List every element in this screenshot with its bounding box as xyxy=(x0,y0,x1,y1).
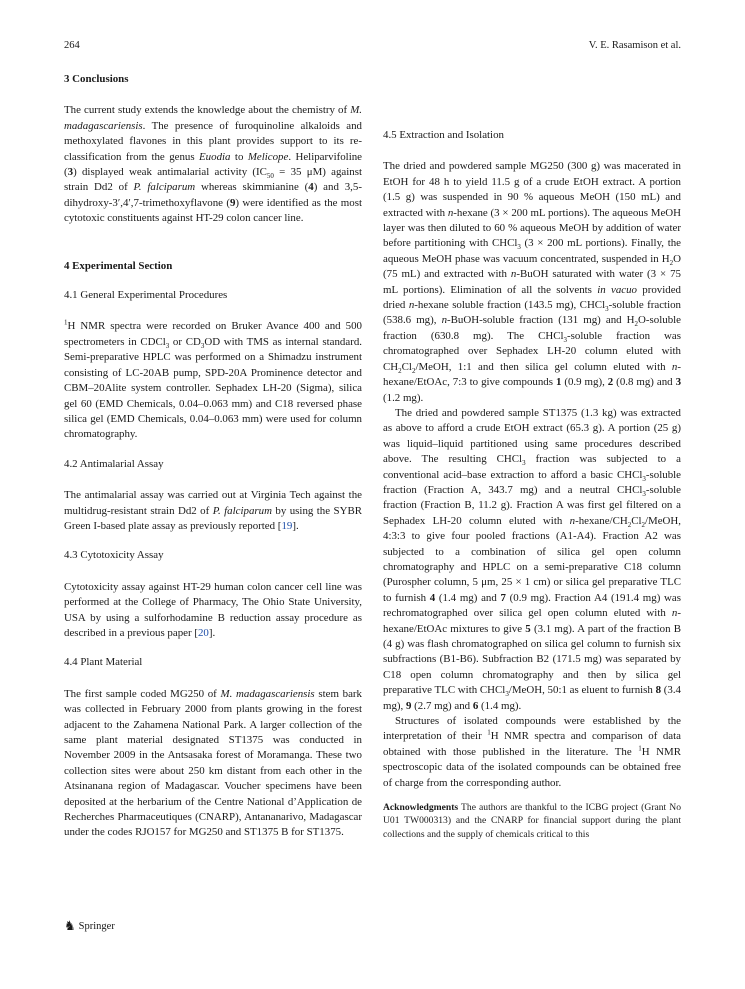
cytotoxicity-paragraph: Cytotoxicity assay against HT-29 human colon cancer cell line was performed at the College of Pharmacy, The Ohio State University, USA by using a sulforhodamine B reduction assay procedure as described in a previous paper [20]. xyxy=(64,580,362,639)
extraction-paragraph-1: The dried and powdered sample MG250 (300 g) was macerated in EtOH for 48 h to yield 11.5 g of a crude EtOH extract. A portion (1.5 g) was suspended in 90 % aqueous MeOH (150 mL) and extracted with n-hexane (3 × 200 mL portions). The aqueous MeOH layer was then diluted to 60 % aqueous MeOH by addition of water before partitioning with CHCl$_3$ (3 × 200 mL portions). Finally, the aqueous MeOH phase was vacuum concentrated, suspended in $H_2O$ (75 mL) and extracted with n-BuOH saturated with water (3 × 75 mL portions). Elimination of all the solvents in vacuo provided dried n-hexane soluble fraction (143.5 mg), CHCl$_3$-soluble fraction (538.6 mg), n-BuOH-soluble fraction (131 mg) and $H_2O$-soluble fraction (630.8 mg). The CHCl$_3$-soluble fraction was chromatographed over Sephadex LH-20 column eluted with $CH_2Cl_2$/MeOH, 1:1 and then silica gel column eluted with n-hexane/EtOAc, 7:3 to give compounds 1 (0.9 mg), 2 (0.8 mg) and 3 (1.2 mg). xyxy=(383,160,682,404)
section-heading-experimental: 4 Experimental Section xyxy=(64,259,173,272)
publisher-footer xyxy=(64,920,115,932)
extraction-paragraph-3: Structures of isolated compounds were established by the interpretation of their $^1$H NMR spectra and comparison of data obtained with those published in the literature. The $^1$H NMR spectroscopic data of the isolated compounds can be obtained free of charge from the corresponding author. xyxy=(383,715,681,789)
subsection-heading-antimalarial: 4.2 Antimalarial Assay xyxy=(64,457,164,470)
reference-link-19[interactable]: 19 xyxy=(281,519,293,532)
subsection-heading-plant-material: 4.4 Plant Material xyxy=(64,656,143,669)
acknowledgments-paragraph: Acknowledgments The authors are thankful to the ICBG project (Grant No U01 TW000313) and the CNARP for financial support during the plant collections and the supply of chemicals critical to this xyxy=(383,802,681,840)
general-procedures-paragraph: $^1$H NMR spectra were recorded on Bruker Avance 400 and 500 spectrometers in CDCl$_3$ or $CD_3OD$ with TMS as internal standard. Semi-preparative HPLC was performed on a Shimadzu instrument consisting of LC-20AB pump, SPD-20A Prominence detector and CBM–20Alite system controller. Sephadex LH-20 (Sigma), silica gel 60 (EMD Chemicals, 0.04–0.063 mm) and C18 reversed phase silica gel (EMD Chemicals, 0.04–0.063 mm) were used for column chromatography. xyxy=(64,318,362,441)
reference-link-20[interactable]: 20 xyxy=(197,626,209,639)
subsection-heading-general: 4.1 General Experimental Procedures xyxy=(64,289,228,302)
subsection-heading-extraction: 4.5 Extraction and Isolation xyxy=(383,129,504,141)
publisher-name: Springer xyxy=(78,920,115,932)
right-column xyxy=(383,88,681,841)
section-heading-conclusions: 3 Conclusions xyxy=(64,73,129,85)
plant-material-paragraph: The first sample coded MG250 of M. madagascariensis stem bark was collected in February 2000 from plants growing in the forest adjacent to the Zahamena National Park. A larger collection of the same plant material designated ST1375 was conducted in November 2009 in the Antsasaka forest of Moramanga. These two collection sites were about 250 km distant from each other in the Atsinanana region of Madagascar. Voucher specimens have been deposited at the herbarium of the Centre National d’Application de Recherches Pharmaceutiques (CNARP), Antananarivo, Madagascar under the codes RJO157 for MG250 and ST1375 B for ST1375. xyxy=(64,687,362,839)
conclusions-paragraph: The current study extends the knowledge about the chemistry of M. madagascariensis. The presence of furoquinoline alkaloids and methoxylated flavones in this plant provides support to its re-classification from the genus Euodia to Melicope. Heliparvifoline (3) displayed weak antimalarial activity ($IC_{50} = 35$ μM) against strain Dd2 of P. falciparum whereas skimmianine (4) and 3,5-dihydroxy-3′,4′,7-trimethoxyflavone (9) were identified as the most cytotoxic constituents against HT-29 colon cancer line. xyxy=(64,104,362,225)
page-number: 264 xyxy=(64,40,80,51)
springer-horse-icon: ♞ xyxy=(64,918,76,933)
subsection-heading-cytotoxicity: 4.3 Cytotoxicity Assay xyxy=(64,549,164,562)
running-head-authors: V. E. Rasamison et al. xyxy=(588,40,681,51)
extraction-paragraph-2: The dried and powdered sample ST1375 (1.3 kg) was extracted as above to afford a crude EtOH extract (65.3 g). A portion (25 g) was liquid–liquid partitioned using same procedures described above. The resulting CHCl$_3$ fraction was subjected to a conventional acid–base extraction to afford a basic CHCl$_3$-soluble fraction (Fraction A, 343.7 mg) and a neutral CHCl$_3$-soluble fraction (Fraction B, 11.2 g). Fraction A was first gel filtered on a Sephadex LH-20 column eluted with $n-hexane/CH_2Cl_2$/MeOH, 4:3:3 to give four pooled fractions (A1-A4). Fraction A2 was subjected to a combination of silica gel open column chromatography and HPLC on a semi-preparative C18 column (Purospher column, 5 μm, 25 × 1 cm) or silica gel preparative TLC to furnish 4 (1.4 mg) and 7 (0.9 mg). Fraction A4 (191.4 mg) was rechromatographed over silica gel open column eluted with n-hexane/EtOAc mixtures to give 5 (3.1 mg). A part of the fraction B (4 g) was flash chromatographed on silica gel column to furnish six subfractions (B1-B6). Subfraction B2 (171.5 mg) was separated by C18 open column chromatography and then by silica gel preparative TLC with CHCl$_3$/MeOH, 50:1 as eluent to furnish 8 (3.4 mg), 9 (2.7 mg) and 6 (1.4 mg). xyxy=(383,406,682,712)
antimalarial-paragraph: The antimalarial assay was carried out at Virginia Tech against the multidrug-resistant strain Dd2 of P. falciparum by using the SYBR Green I-based plate assay as previously reported [19]. xyxy=(64,489,362,532)
left-column xyxy=(64,72,362,841)
